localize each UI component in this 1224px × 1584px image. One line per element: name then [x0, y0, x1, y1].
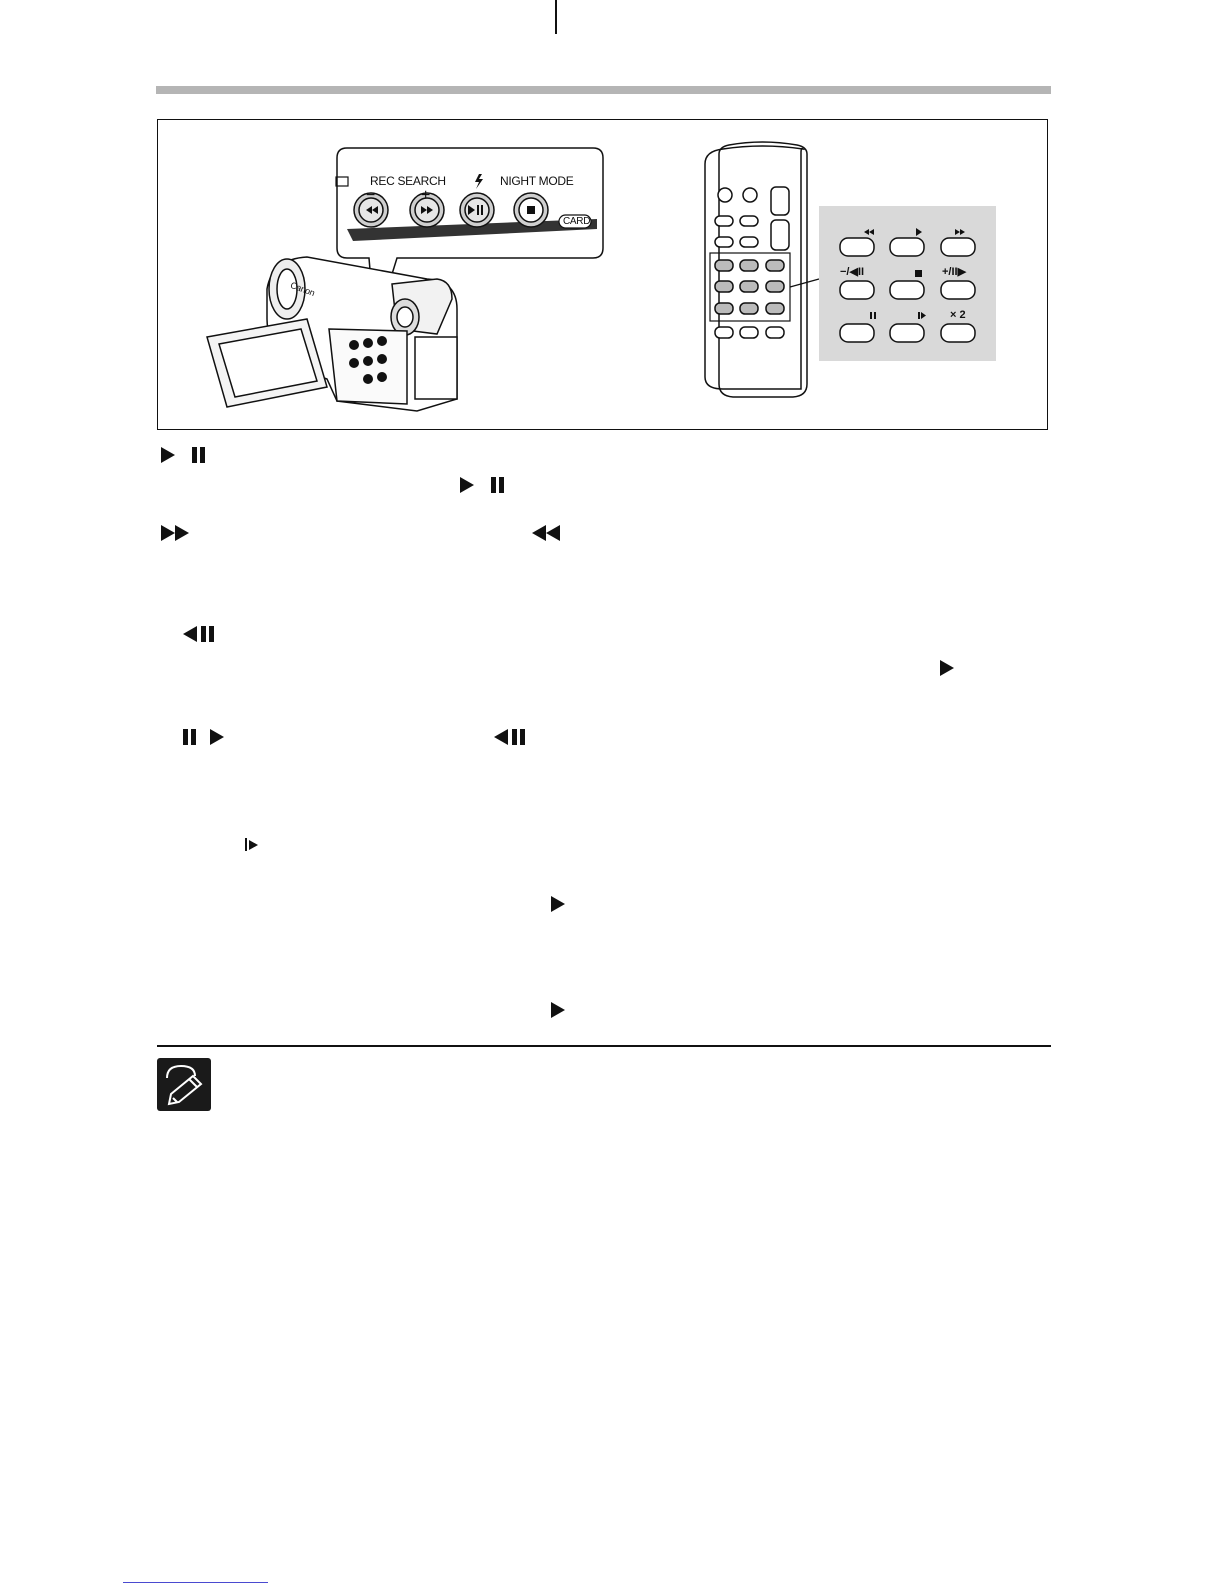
remote-drawing — [705, 142, 807, 397]
figure-illustration — [157, 119, 1048, 430]
plus-label: + — [421, 187, 431, 204]
card-label: CARD — [563, 216, 591, 227]
rec-search-label: REC SEARCH — [370, 174, 446, 188]
section-header-bar — [156, 86, 1051, 94]
camcorder-drawing — [207, 257, 457, 411]
remote-zoom-buttons — [840, 238, 975, 342]
footer-link-underline[interactable] — [123, 1582, 268, 1583]
page-edge-mark — [555, 0, 557, 34]
night-mode-label: NIGHT MODE — [500, 174, 574, 188]
note-divider — [157, 1045, 1051, 1047]
remote-minus-frame-label: −/◀II — [840, 266, 865, 278]
remote-plus-frame-label: +/II▶ — [942, 266, 967, 278]
minus-label: − — [366, 187, 376, 204]
brand-label: Canon — [289, 280, 316, 298]
note-pencil-icon — [157, 1058, 211, 1111]
remote-x2-label: × 2 — [950, 309, 966, 321]
